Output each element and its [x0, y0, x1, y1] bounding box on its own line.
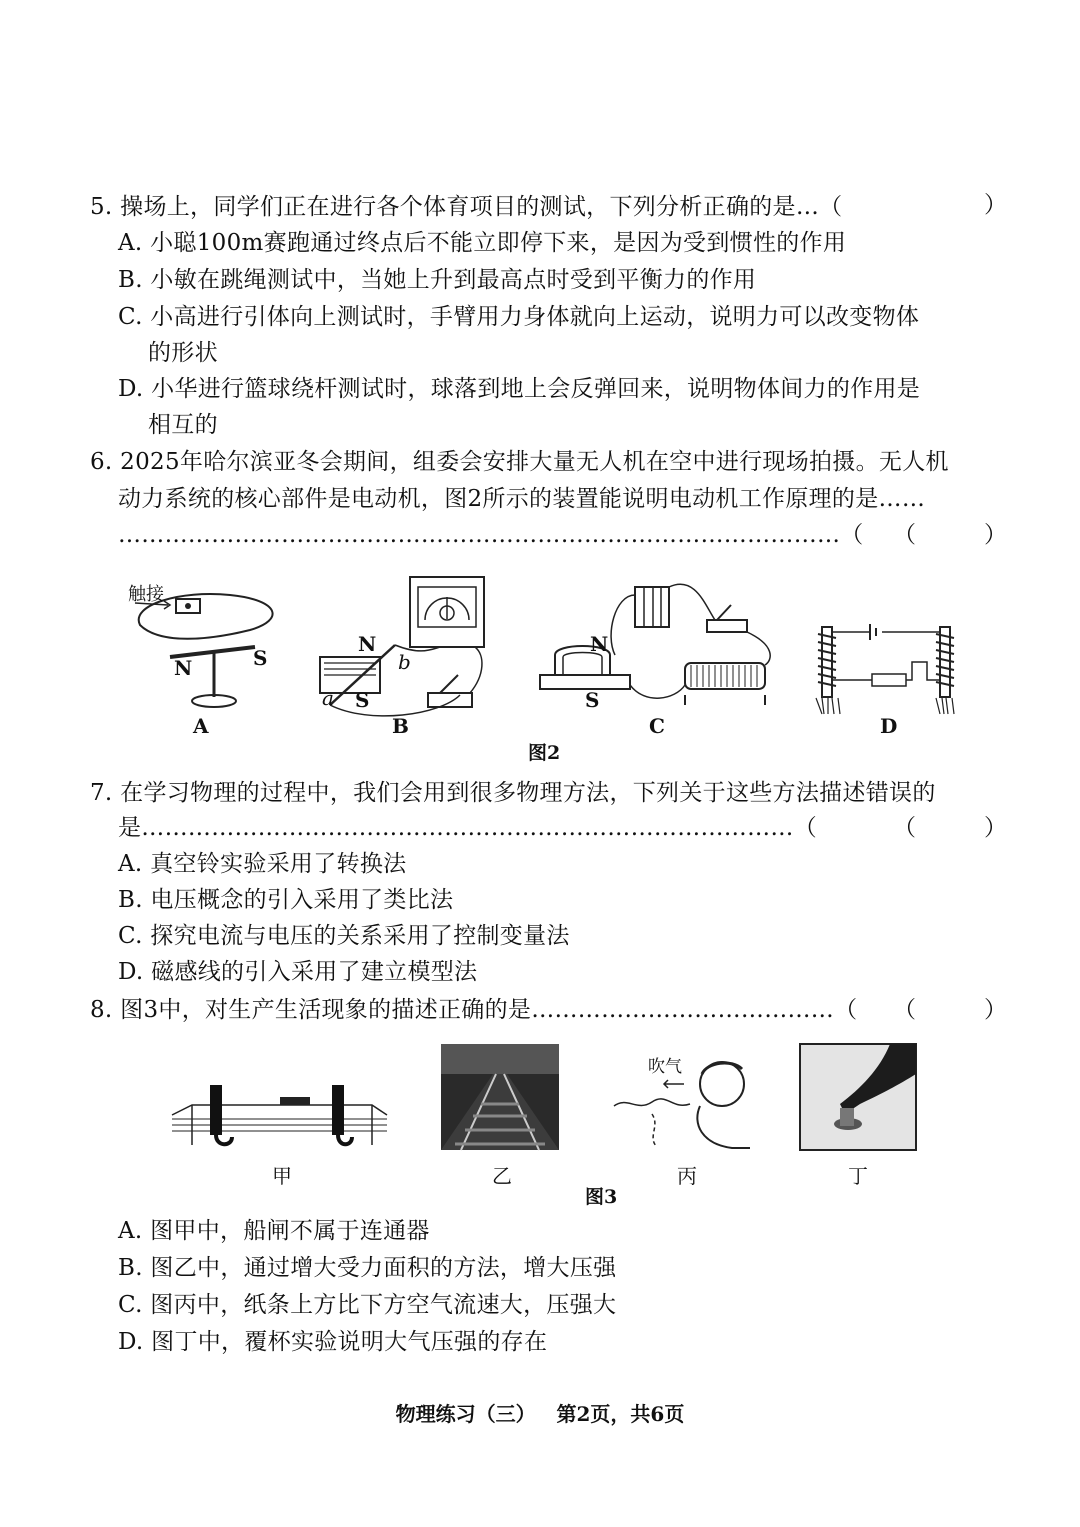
fig2-b-n: N	[358, 632, 377, 656]
q5-option-c: C. 小高进行引体向上测试时，手臂用力身体就向上运动，说明力可以改变物体	[118, 304, 920, 330]
fig3-label-yi: 乙	[492, 1164, 512, 1188]
q6-stem-line3: …………………………………………………………………………………（	[118, 522, 864, 548]
q7-option-c: C. 探究电流与电压的关系采用了控制变量法	[118, 923, 570, 949]
q8-paren-open: （	[893, 997, 916, 1023]
fig3-blowing-boy	[612, 1044, 752, 1150]
fig3-label-ding: 丁	[848, 1164, 868, 1188]
fig3-railway-photo	[441, 1044, 559, 1150]
fig2-label-a: A	[193, 714, 209, 738]
q5-answer-paren: ）	[984, 192, 1007, 218]
fig2-b-s: S	[355, 688, 370, 712]
q8-stem: 8. 图3中，对生产生活现象的描述正确的是…………………………………（	[90, 997, 858, 1023]
q8-option-d: D. 图丁中，覆杯实验说明大气压强的存在	[118, 1329, 548, 1355]
fig2-touch-label: 触接	[128, 584, 164, 605]
q7-stem-line1: 7. 在学习物理的过程中，我们会用到很多物理方法，下列关于这些方法描述错误的	[90, 780, 936, 806]
q7-stem-line2: 是…………………………………………………………………………（	[118, 815, 817, 841]
q6-stem-line1: 6. 2025年哈尔滨亚冬会期间，组委会安排大量无人机在空中进行现场拍摄。无人机	[90, 449, 949, 475]
fig2-device-d	[812, 622, 972, 717]
q8-option-c: C. 图丙中，纸条上方比下方空气流速大，压强大	[118, 1292, 617, 1318]
q5-option-b: B. 小敏在跳绳测试中，当她上升到最高点时受到平衡力的作用	[118, 267, 757, 293]
q7-option-d: D. 磁感线的引入采用了建立模型法	[118, 959, 478, 985]
q7-option-b: B. 电压概念的引入采用了类比法	[118, 887, 454, 913]
q8-option-a: A. 图甲中，船闸不属于连通器	[118, 1218, 430, 1244]
q6-stem-line2: 动力系统的核心部件是电动机，图2所示的装置能说明电动机工作原理的是……	[118, 486, 926, 512]
q5-option-d: D. 小华进行篮球绕杆测试时，球落到地上会反弹回来，说明物体间力的作用是	[118, 376, 921, 402]
fig2-a-n: N	[174, 656, 193, 680]
q7-option-a: A. 真空铃实验采用了转换法	[118, 851, 407, 877]
fig2-label-b: B	[392, 714, 409, 738]
page-footer: 物理练习（三） 第2页，共6页	[395, 1402, 685, 1426]
q5-option-c-cont: 的形状	[148, 340, 218, 366]
q8-answer-paren: ）	[984, 997, 1007, 1023]
fig3-label-jia: 甲	[272, 1164, 292, 1188]
q7-paren-open: （	[893, 815, 916, 841]
q5-option-a: A. 小聪100m赛跑通过终点后不能立即停下来，是因为受到惯性的作用	[118, 230, 847, 256]
fig2-b-a: a	[322, 686, 334, 710]
fig2-caption: 图2	[528, 742, 561, 764]
fig3-cup-photo	[800, 1044, 916, 1150]
fig3-ship-lock	[172, 1075, 392, 1150]
fig2-b-b: b	[398, 650, 411, 674]
q5-option-d-cont: 相互的	[148, 412, 218, 438]
fig2-label-c: C	[649, 714, 665, 738]
fig3-blow-label: 吹气	[648, 1057, 682, 1077]
fig2-label-d: D	[880, 714, 898, 738]
fig2-device-b	[310, 575, 490, 715]
q6-paren-open: （	[893, 522, 916, 548]
fig2-device-c	[535, 575, 785, 715]
q5-stem: 5. 操场上，同学们正在进行各个体育项目的测试，下列分析正确的是…（	[90, 194, 843, 220]
q8-option-b: B. 图乙中，通过增大受力面积的方法，增大压强	[118, 1255, 617, 1281]
fig2-c-s: S	[585, 688, 600, 712]
fig2-a-s: S	[253, 646, 268, 670]
q6-answer-paren: ）	[984, 522, 1007, 548]
fig2-c-n: N	[590, 632, 609, 656]
q7-answer-paren: ）	[984, 815, 1007, 841]
fig3-label-bing: 丙	[677, 1164, 697, 1188]
fig3-caption: 图3	[585, 1186, 618, 1208]
